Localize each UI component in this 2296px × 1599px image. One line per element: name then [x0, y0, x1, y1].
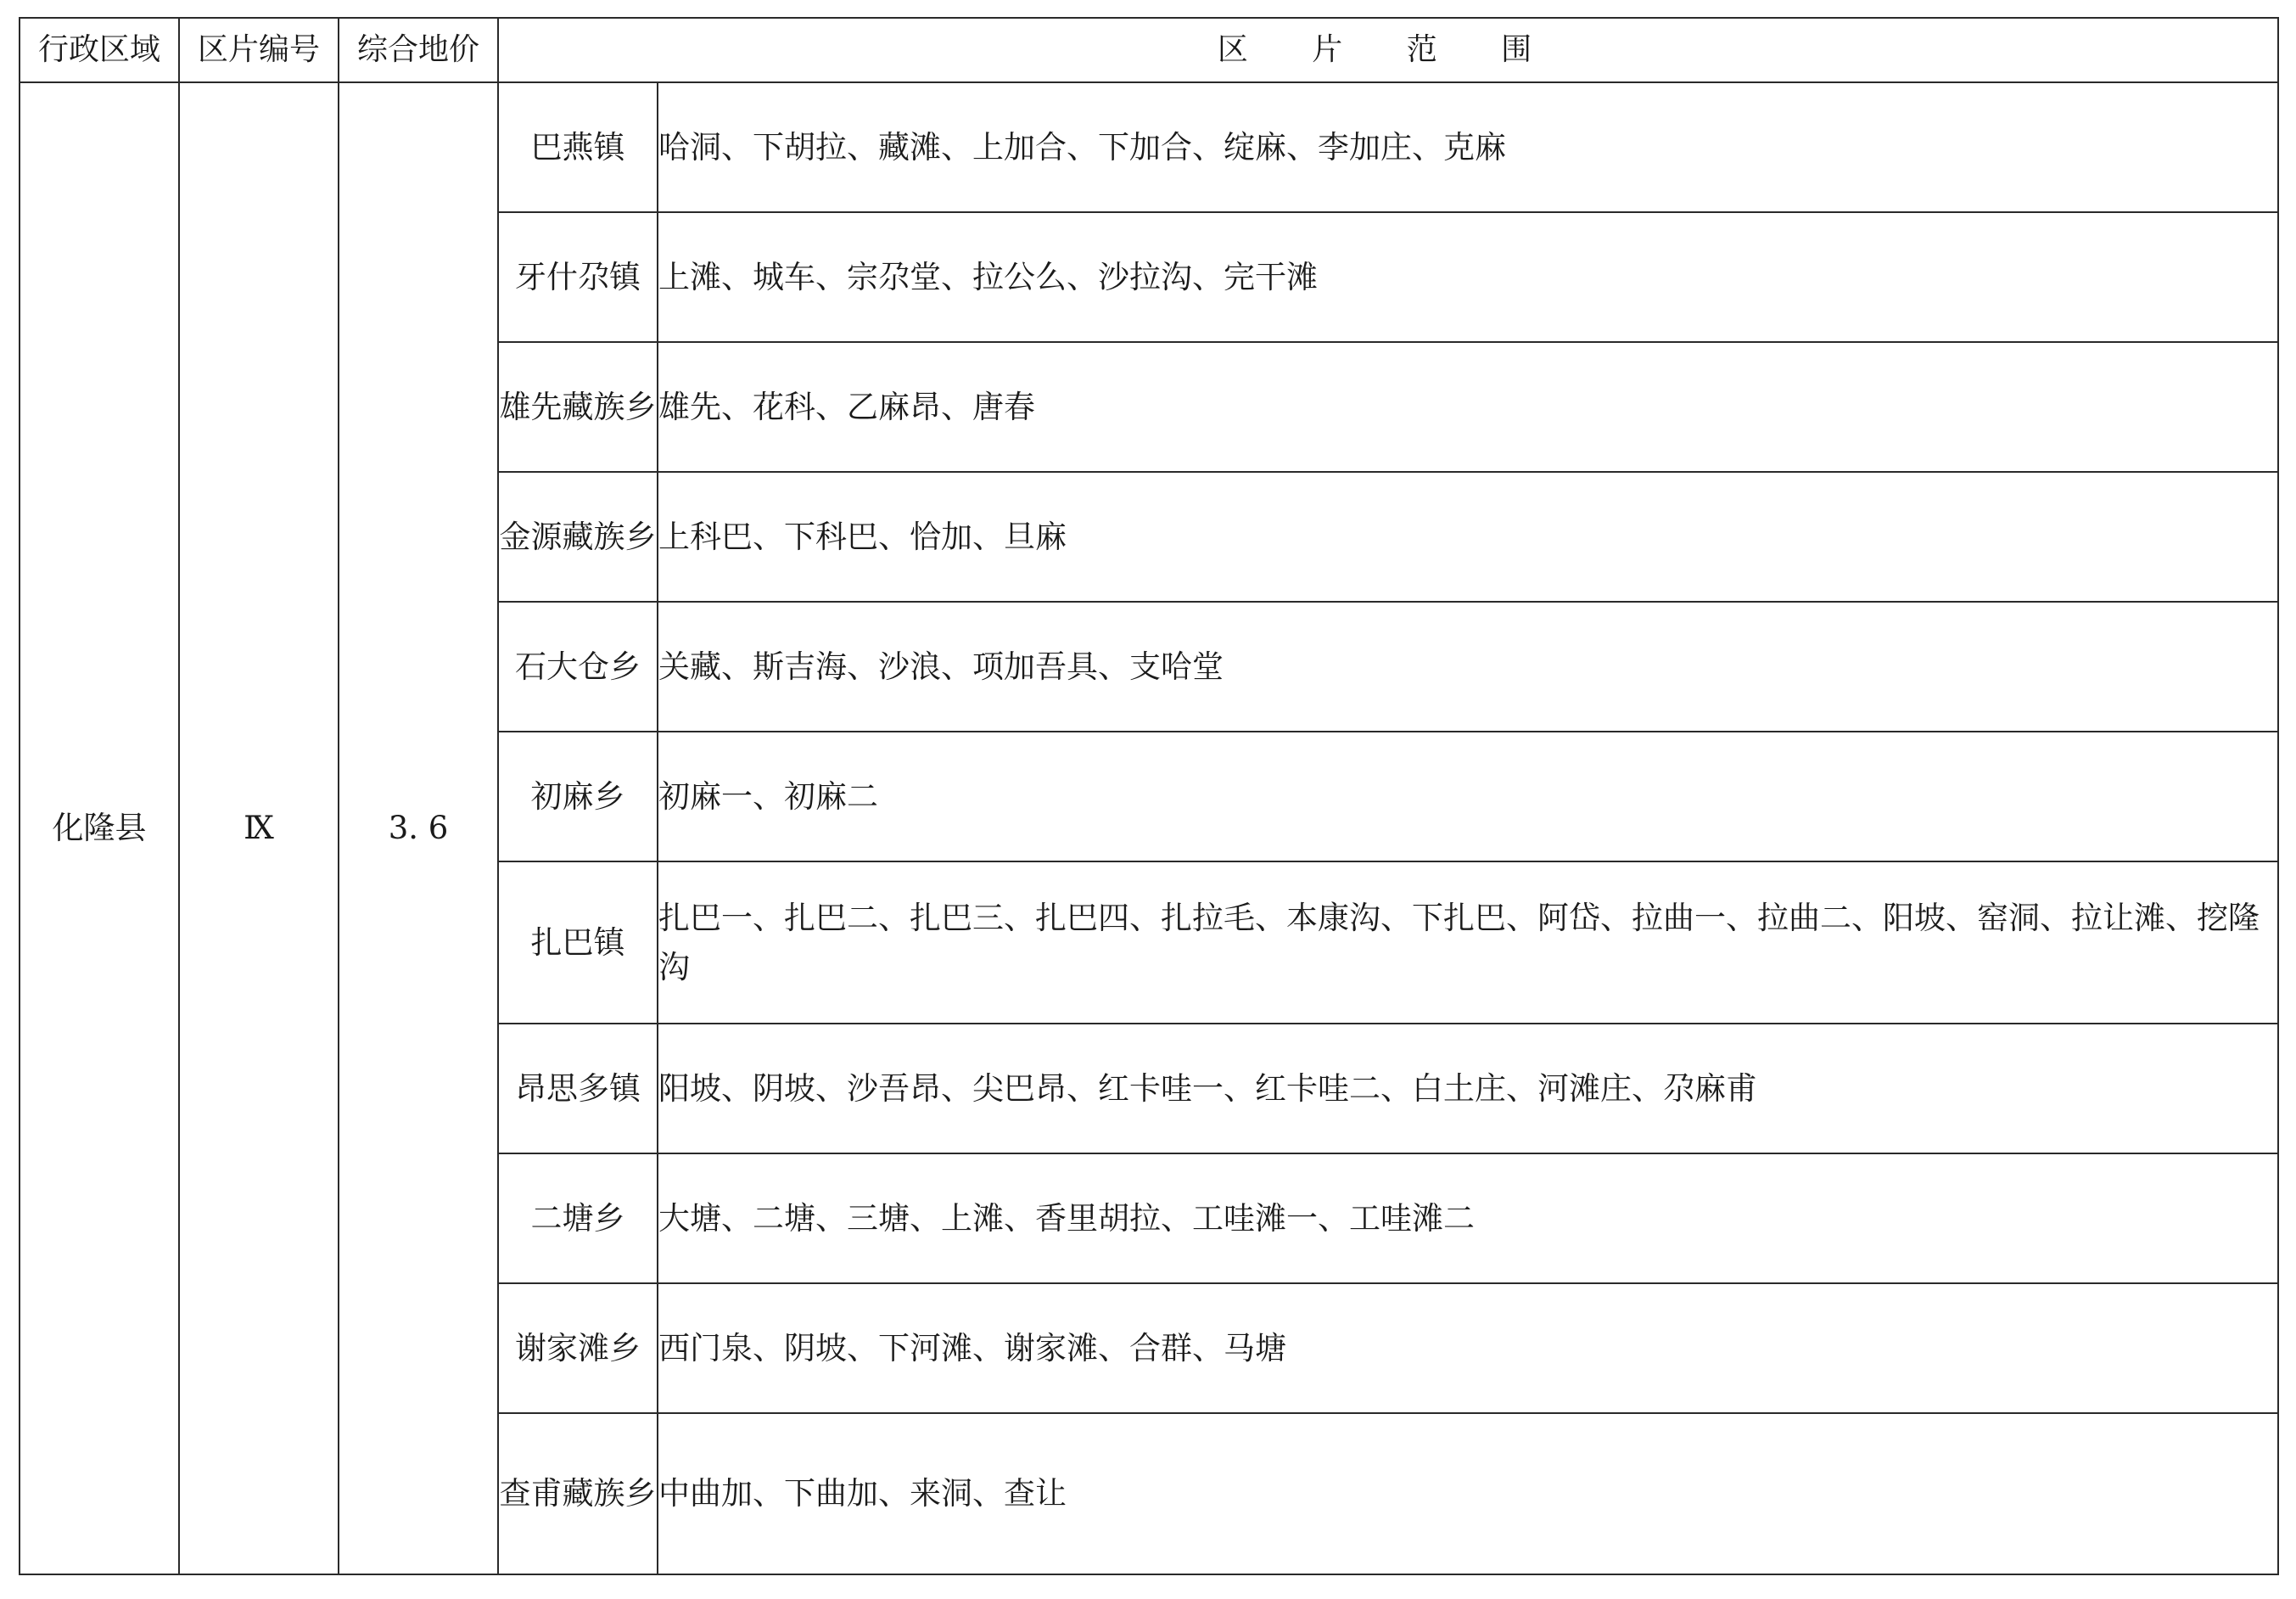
villages-cell: 关藏、斯吉海、沙浪、项加吾具、支哈堂	[658, 602, 2278, 732]
villages-cell: 西门泉、阴坡、下河滩、谢家滩、合群、马塘	[658, 1283, 2278, 1413]
land-price-cell: 3. 6	[339, 82, 498, 1574]
villages-cell: 扎巴一、扎巴二、扎巴三、扎巴四、扎拉毛、本康沟、下扎巴、阿岱、拉曲一、拉曲二、阳坡、窑洞、拉让滩、挖隆沟	[658, 861, 2278, 1024]
header-admin-region: 行政区域	[20, 18, 179, 82]
header-zone-no: 区片编号	[179, 18, 339, 82]
header-land-price: 综合地价	[339, 18, 498, 82]
table-row	[20, 82, 2278, 212]
villages-cell: 上滩、城车、宗尕堂、拉公么、沙拉沟、完干滩	[658, 212, 2278, 342]
villages-cell: 雄先、花科、乙麻昂、唐春	[658, 342, 2278, 472]
town-cell: 查甫藏族乡	[498, 1413, 658, 1574]
town-cell: 昂思多镇	[498, 1024, 658, 1153]
town-cell: 谢家滩乡	[498, 1283, 658, 1413]
villages-cell: 上科巴、下科巴、恰加、旦麻	[658, 472, 2278, 602]
town-cell: 金源藏族乡	[498, 472, 658, 602]
town-cell: 牙什尕镇	[498, 212, 658, 342]
villages-cell: 哈洞、下胡拉、藏滩、上加合、下加合、绽麻、李加庄、克麻	[658, 82, 2278, 212]
town-cell: 二塘乡	[498, 1153, 658, 1283]
villages-cell: 大塘、二塘、三塘、上滩、香里胡拉、工哇滩一、工哇滩二	[658, 1153, 2278, 1283]
town-cell: 雄先藏族乡	[498, 342, 658, 472]
zone-number-cell: Ⅸ	[179, 82, 339, 1574]
land-price-table	[19, 17, 2279, 1575]
county-cell: 化隆县	[20, 82, 179, 1574]
header-row	[20, 18, 2278, 82]
header-zone-range: 区 片 范 围	[498, 18, 2278, 82]
town-cell: 石大仓乡	[498, 602, 658, 732]
town-cell: 初麻乡	[498, 732, 658, 861]
town-cell: 巴燕镇	[498, 82, 658, 212]
town-cell: 扎巴镇	[498, 861, 658, 1024]
villages-cell: 初麻一、初麻二	[658, 732, 2278, 861]
villages-cell: 中曲加、下曲加、来洞、查让	[658, 1413, 2278, 1574]
villages-cell: 阳坡、阴坡、沙吾昂、尖巴昂、红卡哇一、红卡哇二、白土庄、河滩庄、尕麻甫	[658, 1024, 2278, 1153]
